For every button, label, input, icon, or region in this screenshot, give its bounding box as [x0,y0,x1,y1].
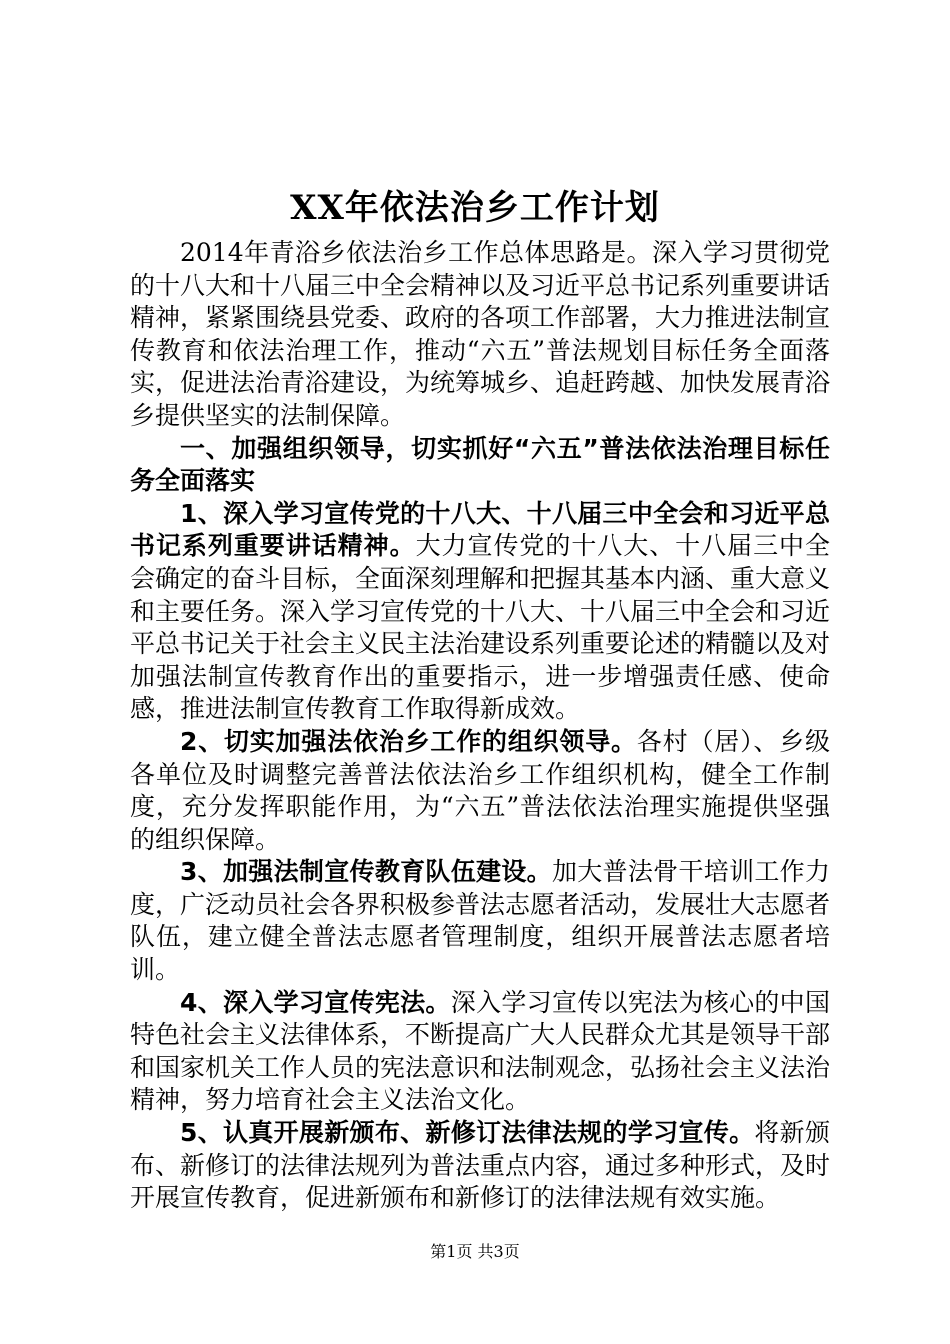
item-lead: 5、认真开展新颁布、新修订法律法规的学习宣传。 [180,1118,755,1148]
list-item [130,1117,830,1215]
item-lead: 2、切实加强法依治乡工作的组织领导。 [180,726,637,756]
section-heading: 一、加强组织领导，切实抓好“六五”普法依法治理目标任务全面落实 [130,433,830,496]
item-text: 将新颁布、新修订的法律法规列为普法重点内容，通过多种形式，及时开展宣传教育，促进新颁布和新修订的法律法规有效实施。 [130,1118,831,1213]
item-lead: 4、深入学习宣传宪法。 [180,987,451,1017]
document-title: XX年依法治乡工作计划 [290,188,660,228]
document-body [130,237,830,1215]
list-item [130,726,830,856]
list-item [130,856,830,986]
item-text: 深入学习宣传以宪法为核心的中国特色社会主义法律体系，不断提高广大人民群众尤其是领导干部和国家机关工作人员的宪法意识和法制观念，弘扬社会主义法治精神，努力培育社会主义法治文化。 [130,987,831,1115]
list-item [130,987,830,1117]
item-text: 各村（居）、乡级各单位及时调整完善普法依法治乡工作组织机构，健全工作制度，充分发挥职能作用，为“六五”普法依法治理实施提供坚强的组织保障。 [130,726,830,854]
page-footer: 第1页 共3页 [430,1242,520,1261]
intro-paragraph: 2014年青浴乡依法治乡工作总体思路是。深入学习贯彻党的十八大和十八届三中全会精神以及习近平总书记系列重要讲话精神，紧紧围绕县党委、政府的各项工作部署，大力推进法制宣传教育和依法治理工作，推动“六五”普法规划目标任务全面落实，促进法治青浴建设，为统筹城乡、追赶跨越、加快发展青浴乡提供坚实的法制保障。 [130,238,831,430]
list-item [130,498,830,726]
item-text: 大力宣传党的十八大、十八届三中全会确定的奋斗目标，全面深刻理解和把握其基本内涵、重大意义和主要任务。深入学习宣传党的十八大、十八届三中全会和习近平总书记关于社会主义民主法治建设系列重要论述的精髓以及对加强法制宣传教育作出的重要指示，进一步增强责任感、使命感，推进法制宣传教育工作取得新成效。 [130,531,831,724]
item-lead: 1、深入学习宣传党的十八大、十八届三中全会和习近平总书记系列重要讲话精神。 [130,498,830,561]
item-text: 加大普法骨干培训工作力度，广泛动员社会各界积极参普法志愿者活动，发展壮大志愿者队伍，建立健全普法志愿者管理制度，组织开展普法志愿者培训。 [130,857,831,985]
item-lead: 3、加强法制宣传教育队伍建设。 [180,857,552,887]
